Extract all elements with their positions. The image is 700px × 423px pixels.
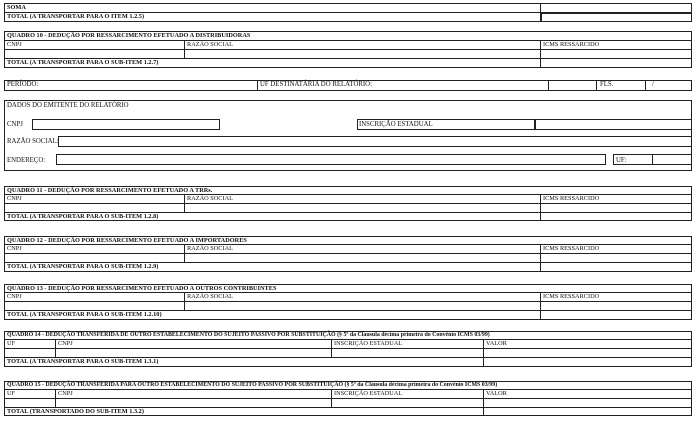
soma-total-label: TOTAL (A TRANSPORTAR PARA O ITEM 1.2.5) — [7, 13, 145, 20]
quadro-15-title: QUADRO 15 - DEDUÇÃO TRANSFERIDA PARA OUTRO ESTABELECIMENTO DO SUJEITO PASSIVO POR SUBSTITUIÇÃO (§ 5º da Cláusula décima primeira do Convênio ICMS 03/99) — [7, 382, 498, 388]
emitente-title: DADOS DO EMITENTE DO RELATÓRIO — [7, 102, 129, 109]
quadro-10-total-label: TOTAL (A TRANSPORTAR PARA O SUB-ITEM 1.2.7) — [7, 59, 159, 66]
emitente-ie-field[interactable] — [535, 119, 692, 130]
col-uf: UF — [7, 340, 16, 347]
col-cnpj: CNPJ — [58, 340, 73, 347]
fls-separator: / — [652, 81, 654, 88]
quadro-13-title: QUADRO 13 - DEDUÇÃO POR RESSARCIMENTO EFETUADO A OUTROS CONTRIBUINTES — [7, 285, 277, 292]
col-cnpj: CNPJ — [7, 245, 22, 252]
quadro-12-title: QUADRO 12 - DEDUÇÃO POR RESSARCIMENTO EFETUADO A IMPORTADORES — [7, 237, 247, 244]
emitente-cnpj-label: CNPJ — [7, 121, 23, 128]
col-uf: UF — [7, 390, 16, 397]
quadro-14-title: QUADRO 14 - DEDUÇÃO TRANSFERIDA DE OUTRO ESTABELECIMENTO DO SUJEITO PASSIVO POR SUBSTITUIÇÃO (§ 5º da Cláusula décima primeira do Convênio ICMS 03/99) — [7, 332, 490, 338]
col-razao-social: RAZÃO SOCIAL — [187, 245, 234, 252]
emitente-razao-label: RAZÃO SOCIAL: — [7, 138, 59, 145]
periodo-label: PERÍODO: — [7, 81, 39, 88]
quadro-14-total-label: TOTAL (A TRANSPORTAR PARA O SUB-ITEM 1.3.1) — [7, 358, 159, 365]
col-razao-social: RAZÃO SOCIAL — [187, 293, 234, 300]
col-inscricao-estadual: INSCRIÇÃO ESTADUAL — [334, 390, 403, 397]
quadro-11-title: QUADRO 11 - DEDUÇÃO POR RESSARCIMENTO EFETUADO A TRRs. — [7, 187, 213, 194]
col-icms-ressarcido: ICMS RESSARCIDO — [543, 245, 600, 252]
col-icms-ressarcido: ICMS RESSARCIDO — [543, 195, 600, 202]
emitente-ie-label: INSCRIÇÃO ESTADUAL — [359, 121, 433, 128]
col-icms-ressarcido: ICMS RESSARCIDO — [543, 41, 600, 48]
quadro-10-title: QUADRO 10 - DEDUÇÃO POR RESSARCIMENTO EFETUADO A DISTRIBUIDORAS — [7, 32, 251, 39]
col-inscricao-estadual: INSCRIÇÃO ESTADUAL — [334, 340, 403, 347]
quadro-12-total-label: TOTAL (A TRANSPORTAR PARA O SUB-ITEM 1.2.9) — [7, 263, 159, 270]
col-cnpj: CNPJ — [7, 41, 22, 48]
soma-label: SOMA — [7, 4, 26, 11]
col-cnpj: CNPJ — [7, 195, 22, 202]
quadro-11-total-label: TOTAL (A TRANSPORTAR PARA O SUB-ITEM 1.2.8) — [7, 213, 159, 220]
col-icms-ressarcido: ICMS RESSARCIDO — [543, 293, 600, 300]
soma-total-field[interactable] — [541, 13, 692, 22]
emitente-uf-field[interactable] — [652, 154, 692, 165]
emitente-cnpj-field[interactable] — [32, 119, 220, 130]
emitente-endereco-label: ENDEREÇO: — [7, 157, 46, 164]
emitente-razao-field[interactable] — [58, 136, 692, 147]
col-razao-social: RAZÃO SOCIAL — [187, 195, 234, 202]
fls-label: FLS. — [600, 81, 614, 88]
col-razao-social: RAZÃO SOCIAL — [187, 41, 234, 48]
col-valor: VALOR — [486, 390, 507, 397]
col-valor: VALOR — [486, 340, 507, 347]
uf-destinataria-label: UF DESTINATÁRIA DO RELATÓRIO: — [260, 81, 372, 88]
emitente-endereco-field[interactable] — [56, 154, 606, 165]
col-cnpj: CNPJ — [58, 390, 73, 397]
quadro-15-total-label: TOTAL (TRANSPORTADO DO SUB-ITEM 1.3.2) — [7, 408, 144, 415]
emitente-uf-label: UF: — [616, 157, 627, 164]
quadro-13-total-label: TOTAL (A TRANSPORTAR PARA O SUB-ITEM 1.2.10) — [7, 311, 162, 318]
col-cnpj: CNPJ — [7, 293, 22, 300]
